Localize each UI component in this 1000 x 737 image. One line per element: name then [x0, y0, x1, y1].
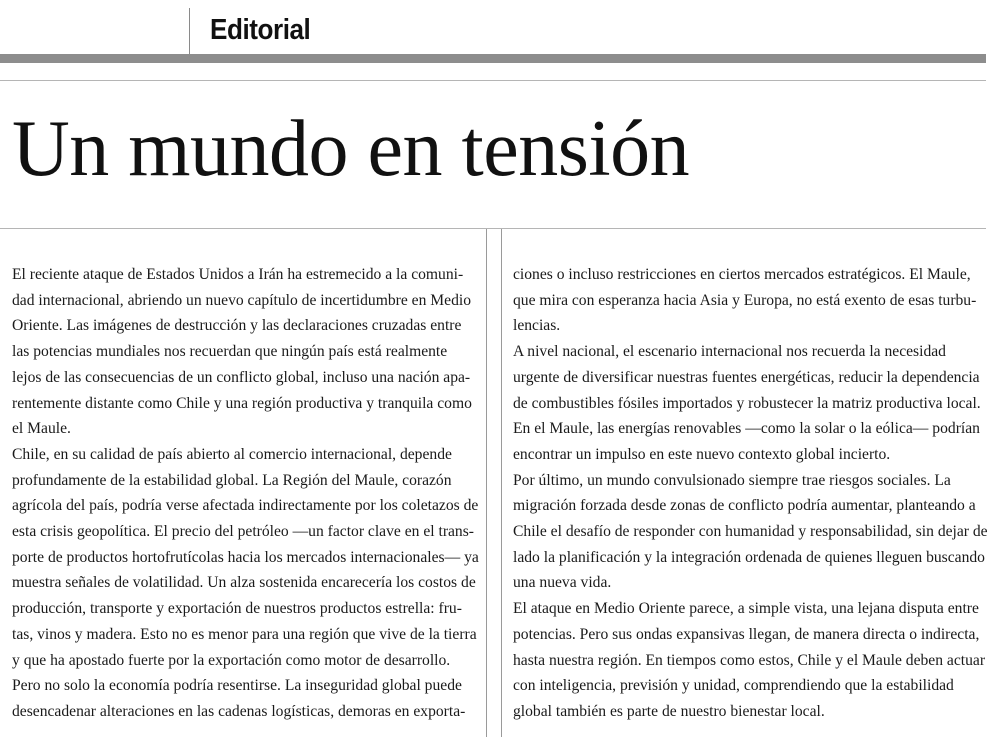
body-line: el Maule.: [12, 420, 71, 438]
body-line: las potencias mundiales nos recuerdan que ningún país está realmente: [12, 343, 448, 361]
body-line: y que ha apostado fuerte por la exportación como motor de desarrollo.: [12, 651, 451, 669]
article-column-left: [12, 262, 479, 725]
header-rule-thin: [0, 80, 986, 81]
body-line: Pero no solo la economía podría resentirse. La inseguridad global puede: [12, 677, 462, 695]
body-line: El reciente ataque de Estados Unidos a Irán ha estremecido a la comuni-: [12, 266, 464, 283]
body-line: encontrar un impulso en este nuevo contexto global incierto.: [513, 445, 891, 463]
article-headline: Un mundo en tensión: [12, 105, 690, 193]
body-line: hasta nuestra región. En tiempos como estos, Chile y el Maule deben actuar: [513, 651, 986, 669]
body-top-rule: [0, 228, 986, 229]
body-line: potencias. Pero sus ondas expansivas llegan, de manera directa o indirecta,: [513, 625, 980, 643]
body-line: esta crisis geopolítica. El precio del petróleo —un factor clave en el trans-: [12, 523, 474, 541]
column-divider-right: [501, 229, 502, 737]
body-line: que mira con esperanza hacia Asia y Europa, no está exento de esas turbu-: [513, 291, 977, 309]
body-line: rentemente distante como Chile y una región productiva y tranquila como: [12, 394, 472, 412]
section-label: Editorial: [210, 14, 311, 46]
header-rule-thick: [0, 54, 986, 63]
body-line: de combustibles fósiles importados y robustecer la matriz productiva local.: [513, 394, 981, 412]
body-line: producción, transporte y exportación de nuestros productos estrella: fru-: [12, 600, 462, 618]
body-line: muestra señales de volatilidad. Un alza sostenida encarecería los costos de: [12, 574, 476, 592]
body-line: lejos de las consecuencias de un conflicto global, incluso una nación apa-: [12, 368, 471, 386]
body-line: En el Maule, las energías renovables —como la solar o la eólica— podrían: [513, 420, 980, 438]
body-line: ciones o incluso restricciones en ciertos mercados estratégicos. El Maule,: [513, 266, 971, 283]
article-column-right: [513, 262, 988, 725]
body-line: dad internacional, abriendo un nuevo capítulo de incertidumbre en Medio: [12, 291, 471, 309]
body-line: Chile el desafío de responder con humanidad y responsabilidad, sin dejar de: [513, 523, 988, 541]
body-line: Por último, un mundo convulsionado siempre trae riesgos sociales. La: [513, 471, 951, 489]
body-line: Chile, en su calidad de país abierto al comercio internacional, depende: [12, 445, 452, 463]
body-line: porte de productos hortofrutícolas hacia los mercados internacionales— ya: [12, 548, 479, 566]
body-line: desencadenar alteraciones en las cadenas logísticas, demoras en exporta-: [12, 702, 466, 720]
column-divider-left: [486, 229, 487, 737]
body-line: tas, vinos y madera. Esto no es menor para una región que vive de la tierra: [12, 625, 477, 643]
section-divider: [189, 8, 190, 54]
body-line: urgente de diversificar nuestras fuentes energéticas, reducir la dependencia: [513, 368, 980, 386]
body-line: Oriente. Las imágenes de destrucción y las declaraciones cruzadas entre: [12, 317, 462, 335]
body-line: una nueva vida.: [513, 574, 612, 592]
body-line: El ataque en Medio Oriente parece, a simple vista, una lejana disputa entre: [513, 600, 979, 618]
body-line: migración forzada desde zonas de conflicto podría aumentar, planteando a: [513, 497, 976, 515]
body-line: global también es parte de nuestro bienestar local.: [513, 702, 825, 720]
body-line: profundamente de la estabilidad global. La Región del Maule, corazón: [12, 471, 452, 489]
body-line: con inteligencia, previsión y unidad, comprendiendo que la estabilidad: [513, 677, 954, 695]
body-line: A nivel nacional, el escenario internacional nos recuerda la necesidad: [513, 343, 946, 361]
body-line: agrícola del país, podría verse afectada indirectamente por los coletazos de: [12, 497, 479, 515]
body-line: lencias.: [513, 317, 561, 335]
body-line: lado la planificación y la integración ordenada de quienes lleguen buscando: [513, 548, 985, 566]
